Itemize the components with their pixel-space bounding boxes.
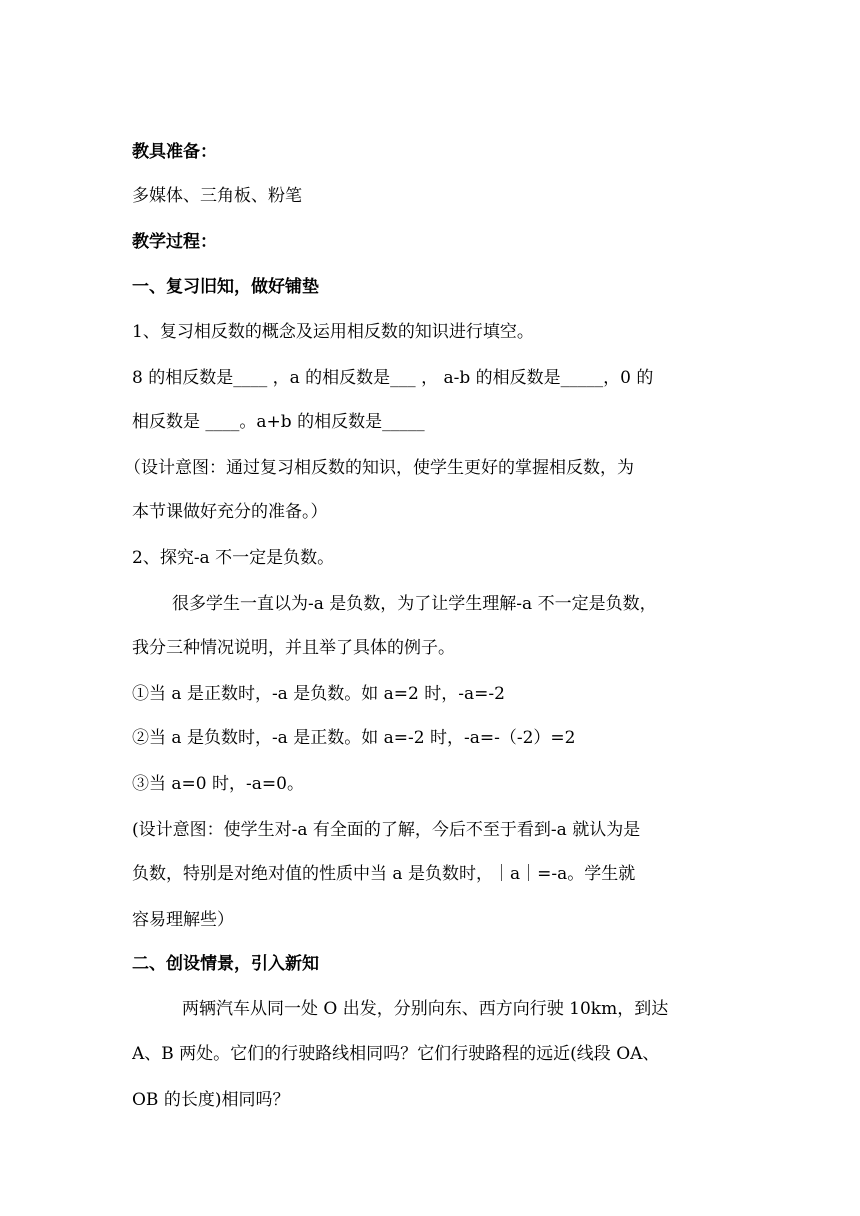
design-intent-2-line-1: (设计意图：使学生对-a 有全面的了解，今后不至于看到-a 就认为是 [132,820,641,840]
design-intent-1-line-1: （设计意图：通过复习相反数的知识，使学生更好的掌握相反数，为 [124,458,634,478]
teaching-aids-text: 多媒体、三角板、粉笔 [132,186,302,206]
scenario-line-1: 两辆汽车从同一处 O 出发，分别向东、西方向行驶 10km，到达 [182,999,669,1019]
section1-heading: 一、复习旧知，做好铺垫 [132,277,319,297]
design-intent-2-line-3: 容易理解些） [132,910,234,930]
teaching-aids-heading: 教具准备： [132,142,217,162]
case-positive: ①当 a 是正数时，-a 是负数。如 a=2 时，-a=-2 [132,684,505,704]
explore-line-1: 很多学生一直以为-a 是负数，为了让学生理解-a 不一定是负数， [172,594,657,614]
item2-title: 2、探究-a 不一定是负数。 [132,548,335,568]
fill-in-line-1: 8 的相反数是____ ，a 的相反数是___ ， a-b 的相反数是_____，0 的 [132,368,654,388]
design-intent-1-line-2: 本节课做好充分的准备。） [132,502,328,522]
case-zero: ③当 a=0 时，-a=0。 [132,774,304,794]
item1-title: 1、复习相反数的概念及运用相反数的知识进行填空。 [132,322,534,342]
case-negative: ②当 a 是负数时，-a 是正数。如 a=-2 时，-a=-（-2）=2 [132,728,576,748]
scenario-line-2: A、B 两处。它们的行驶路线相同吗？它们行驶路程的远近(线段 OA、 [132,1044,660,1064]
explore-line-2: 我分三种情况说明，并且举了具体的例子。 [132,638,455,658]
fill-in-line-2: 相反数是 ____。a+b 的相反数是_____ [132,412,425,432]
section2-heading: 二、创设情景，引入新知 [132,954,319,974]
process-heading: 教学过程： [132,232,217,252]
design-intent-2-line-2: 负数，特别是对绝对值的性质中当 a 是负数时，｜a｜=-a。学生就 [132,864,636,884]
scenario-line-3: OB 的长度)相同吗？ [132,1090,290,1110]
